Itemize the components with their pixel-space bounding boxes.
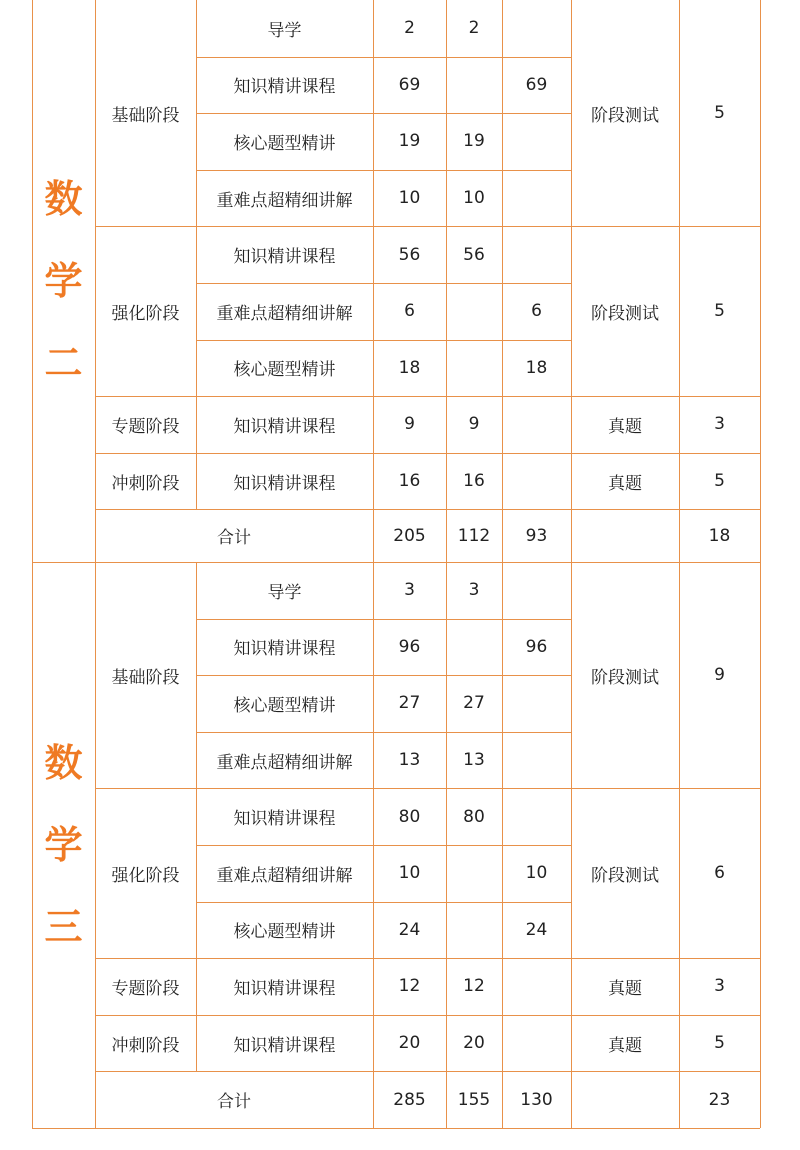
grid-line [679, 396, 680, 453]
hours-col-a: 56 [463, 244, 485, 265]
hours-col-b: 69 [525, 74, 548, 95]
hours-col-a: 12 [463, 976, 485, 997]
grid-line [760, 0, 761, 1128]
hours-total: 3 [404, 580, 415, 601]
hours-col-b: 24 [525, 919, 548, 940]
grid-line [502, 1071, 503, 1128]
summary-total: 205 [393, 525, 426, 546]
hours-total: 13 [398, 750, 421, 771]
summary-label: 合计 [217, 1092, 251, 1113]
stage-name: 强化阶段 [111, 303, 180, 324]
hours-col-a [446, 902, 502, 959]
course-name: 导学 [267, 20, 302, 41]
hours-total: 6 [404, 301, 415, 322]
course-name: 知识精讲课程 [233, 473, 336, 494]
hours-total: 20 [398, 1033, 421, 1054]
hours-col-b [502, 788, 571, 845]
summary-col-a: 112 [457, 525, 491, 546]
course-name: 重难点超精细讲解 [216, 303, 353, 324]
grid-line [679, 562, 680, 788]
summary-total: 285 [393, 1089, 426, 1110]
course-name: 重难点超精细讲解 [216, 865, 353, 886]
stage-test-count: 5 [714, 471, 725, 492]
summary-test-count: 18 [708, 525, 731, 546]
subject-char: 二 [44, 341, 83, 385]
hours-col-a [446, 619, 502, 676]
stage-test-type: 阶段测试 [591, 865, 659, 886]
hours-total: 10 [398, 188, 421, 209]
course-name: 导学 [267, 582, 302, 603]
hours-total: 27 [398, 693, 421, 714]
stage-test-type: 真题 [608, 978, 642, 999]
grid-line [571, 453, 572, 510]
hours-col-a [446, 340, 502, 397]
course-name: 知识精讲课程 [233, 1035, 336, 1056]
grid-line [571, 0, 572, 226]
hours-col-a: 3 [468, 580, 480, 601]
hours-total: 69 [398, 74, 421, 95]
grid-line [571, 1071, 572, 1128]
course-name: 核心题型精讲 [233, 133, 336, 154]
hours-total: 12 [398, 976, 421, 997]
hours-col-b [502, 226, 571, 283]
hours-col-a: 80 [463, 806, 485, 827]
stage-test-count: 5 [714, 1033, 725, 1054]
stage-test-count: 3 [714, 976, 725, 997]
hours-col-a: 9 [468, 414, 480, 435]
stage-name: 强化阶段 [111, 865, 180, 886]
course-name: 知识精讲课程 [233, 77, 336, 98]
hours-total: 96 [398, 636, 421, 657]
course-name: 知识精讲课程 [233, 809, 336, 830]
hours-col-b [502, 170, 571, 227]
stage-test-type: 真题 [608, 1035, 642, 1056]
grid-line [571, 562, 572, 788]
grid-line [446, 1071, 447, 1128]
grid-line [679, 1015, 680, 1072]
hours-col-b [502, 0, 571, 57]
grid-line [446, 509, 447, 562]
subject-char: 数 [44, 177, 83, 221]
hours-col-b: 6 [531, 301, 542, 322]
stage-test-type: 阶段测试 [591, 105, 659, 126]
stage-test-count: 5 [714, 103, 725, 124]
hours-total: 10 [398, 863, 421, 884]
stage-test-type: 阶段测试 [591, 667, 659, 688]
stage-name: 专题阶段 [111, 978, 180, 999]
hours-total: 19 [398, 131, 421, 152]
grid-line [679, 0, 680, 226]
hours-total: 56 [398, 244, 421, 265]
stage-test-count: 5 [714, 301, 725, 322]
grid-line [571, 226, 572, 396]
grid-line [571, 1015, 572, 1072]
grid-line [679, 788, 680, 958]
subject-char: 学 [44, 259, 83, 303]
grid-line [571, 396, 572, 453]
hours-total: 24 [398, 919, 421, 940]
course-name: 核心题型精讲 [233, 922, 336, 943]
hours-total: 80 [398, 806, 421, 827]
hours-col-a: 13 [463, 750, 485, 771]
hours-col-a [446, 283, 502, 340]
grid-line [679, 509, 680, 562]
grid-line [571, 788, 572, 958]
grid-line [373, 509, 374, 562]
stage-test-count: 9 [714, 665, 725, 686]
stage-name: 专题阶段 [111, 416, 180, 437]
hours-col-b: 96 [525, 636, 548, 657]
hours-col-a: 20 [463, 1033, 485, 1054]
hours-col-b [502, 453, 571, 510]
course-name: 知识精讲课程 [233, 247, 336, 268]
hours-col-b [502, 396, 571, 453]
hours-col-a: 19 [463, 131, 485, 152]
grid-line [502, 509, 503, 562]
course-name: 重难点超精细讲解 [216, 752, 353, 773]
grid-line [679, 958, 680, 1015]
hours-col-b: 10 [525, 863, 548, 884]
hours-col-b [502, 1015, 571, 1072]
hours-col-a: 27 [463, 693, 485, 714]
hours-total: 16 [398, 471, 421, 492]
stage-test-count: 6 [714, 863, 725, 884]
stage-name: 基础阶段 [111, 105, 180, 126]
hours-col-b [502, 732, 571, 789]
grid-line [679, 226, 680, 396]
subject-char: 数 [44, 741, 83, 785]
course-name: 知识精讲课程 [233, 416, 336, 437]
subject-label [32, 0, 95, 562]
course-name: 核心题型精讲 [233, 695, 336, 716]
stage-name: 冲刺阶段 [111, 1035, 180, 1056]
hours-col-a: 16 [463, 471, 485, 492]
stage-name: 基础阶段 [111, 667, 180, 688]
grid-line [679, 453, 680, 510]
summary-col-b: 130 [520, 1089, 553, 1110]
stage-test-type: 阶段测试 [591, 303, 659, 324]
summary-col-a: 155 [457, 1089, 491, 1110]
hours-total: 2 [404, 18, 415, 39]
course-name: 核心题型精讲 [233, 360, 336, 381]
grid-line [32, 1128, 760, 1129]
hours-col-b [502, 113, 571, 170]
stage-test-type: 真题 [608, 473, 642, 494]
summary-label: 合计 [217, 528, 251, 549]
grid-line [571, 509, 572, 562]
hours-col-b: 18 [525, 357, 548, 378]
hours-col-a: 2 [468, 18, 480, 39]
grid-line [571, 958, 572, 1015]
subject-char: 学 [44, 823, 83, 867]
subject-char: 三 [44, 905, 83, 949]
hours-col-a [446, 57, 502, 114]
grid-line [679, 1071, 680, 1128]
hours-col-a [446, 845, 502, 902]
stage-test-count: 3 [714, 414, 725, 435]
summary-test-count: 23 [708, 1089, 731, 1110]
hours-col-b [502, 675, 571, 732]
course-name: 重难点超精细讲解 [216, 190, 353, 211]
hours-total: 9 [404, 414, 415, 435]
summary-col-b: 93 [525, 525, 548, 546]
subject-label [32, 562, 95, 1128]
hours-col-b [502, 562, 571, 619]
hours-total: 18 [398, 357, 421, 378]
hours-col-a: 10 [463, 188, 485, 209]
stage-name: 冲刺阶段 [111, 473, 180, 494]
hours-col-b [502, 958, 571, 1015]
grid-line [373, 1071, 374, 1128]
stage-test-type: 真题 [608, 416, 642, 437]
course-name: 知识精讲课程 [233, 978, 336, 999]
course-name: 知识精讲课程 [233, 639, 336, 660]
